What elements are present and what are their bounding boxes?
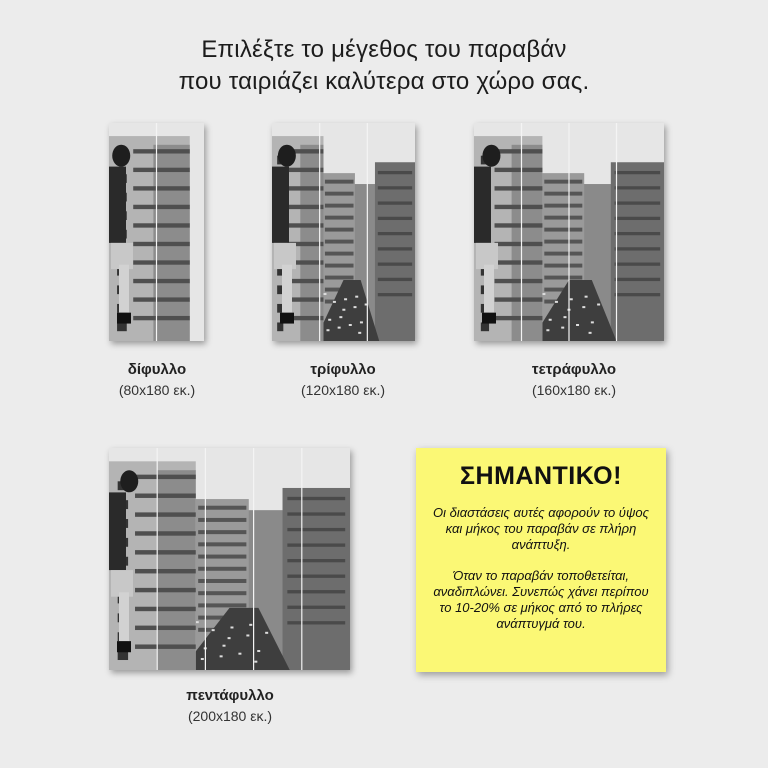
option-name: πεντάφυλλο xyxy=(186,687,274,704)
headline-line-1: Επιλέξτε το μέγεθος του παραβάν xyxy=(201,36,567,63)
five-panel-caption xyxy=(140,686,320,726)
four-panel-caption xyxy=(484,360,664,400)
headline-line-2: που ταιριάζει καλύτερα στο χώρο σας. xyxy=(178,68,590,95)
five-panel-screen-preview[interactable] xyxy=(109,448,350,670)
three-panel-caption xyxy=(253,360,433,400)
important-notice xyxy=(416,448,666,672)
option-name: δίφυλλο xyxy=(127,361,187,378)
option-dimensions: (200x180 εκ.) xyxy=(187,708,273,724)
option-name: τετράφυλλο xyxy=(531,361,617,378)
city-photo-image xyxy=(272,123,415,341)
notice-paragraph-2: Όταν το παραβάν τοποθετείται, αναδιπλώνει. Συνεπώς χάνει περίπου το 10-20% σε μήκος από το πλήρες ανάπτυγμά του. xyxy=(433,568,649,631)
four-panel-screen-preview[interactable] xyxy=(474,123,664,341)
two-panel-screen-preview[interactable] xyxy=(109,123,204,341)
notice-paragraph-1: Οι διαστάσεις αυτές αφορούν το ύψος και μήκος του παραβάν σε πλήρη ανάπτυξη. xyxy=(433,505,649,552)
notice-title: ΣΗΜΑΝΤΙΚΟ! xyxy=(460,462,622,490)
city-photo-image xyxy=(109,123,204,341)
option-name: τρίφυλλο xyxy=(310,361,376,378)
option-dimensions: (120x180 εκ.) xyxy=(300,382,386,398)
city-photo-image xyxy=(109,448,350,670)
option-dimensions: (160x180 εκ.) xyxy=(531,382,617,398)
three-panel-screen-preview[interactable] xyxy=(272,123,415,341)
page-headline xyxy=(0,34,768,98)
two-panel-caption xyxy=(67,360,247,400)
city-photo-image xyxy=(474,123,664,341)
option-dimensions: (80x180 εκ.) xyxy=(118,382,196,398)
